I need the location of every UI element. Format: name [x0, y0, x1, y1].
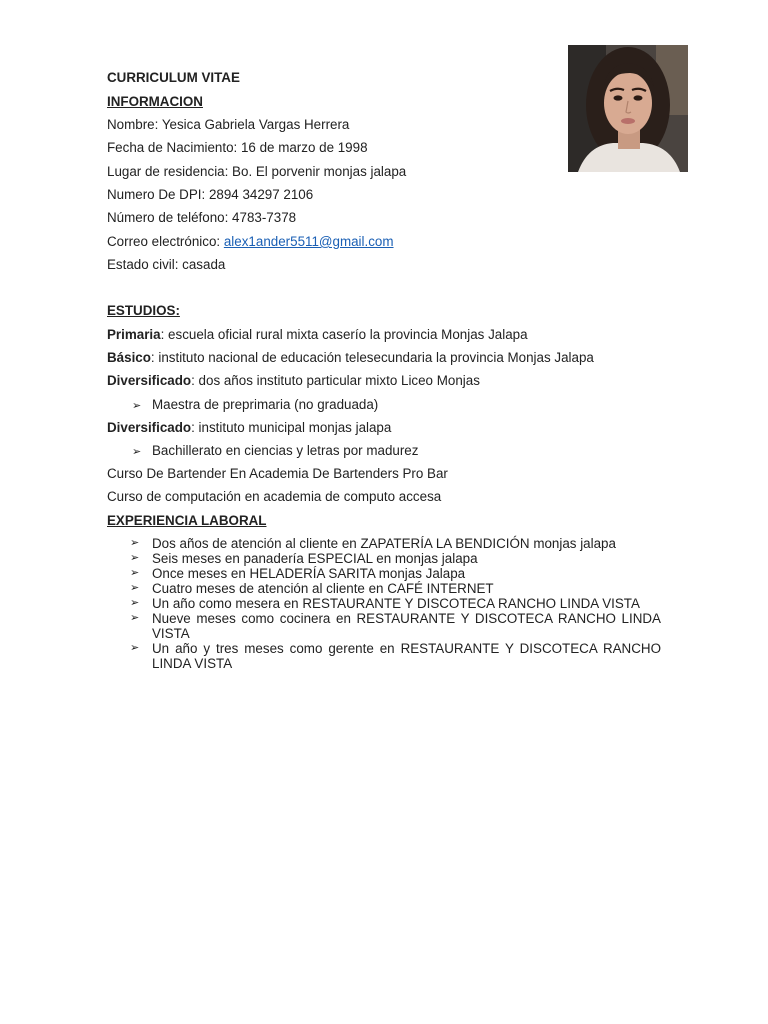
experience-item: [130, 551, 661, 566]
experience-item: [130, 536, 661, 551]
experience-item: [130, 596, 661, 611]
arrowhead-bullet-icon: ➢: [130, 567, 140, 579]
experience-item-text: Un año y tres meses como gerente en RESTAURANTE Y DISCOTECA RANCHO LINDA VISTA: [152, 641, 661, 671]
experience-item-text: Un año como mesera en RESTAURANTE Y DISCOTECA RANCHO LINDA VISTA: [152, 596, 640, 611]
experience-list: [130, 536, 661, 671]
email-line: [107, 234, 394, 250]
diversificado-label-2: Diversificado: [107, 420, 192, 435]
profile-photo: [568, 45, 688, 172]
experience-heading: EXPERIENCIA LABORAL: [107, 513, 267, 528]
primaria-line: [107, 327, 528, 343]
email-label: Correo electrónico:: [107, 234, 224, 249]
diversificado-line-1: [107, 373, 480, 389]
arrowhead-bullet-icon: ➢: [132, 400, 142, 412]
arrowhead-bullet-icon: ➢: [130, 552, 140, 564]
profile-photo-art: [568, 45, 688, 172]
course-line-2: Curso de computación en academia de computo accesa: [107, 489, 442, 504]
phone-line: Número de teléfono: 4783-7378: [107, 210, 297, 225]
diversificado-line-2: [107, 420, 391, 436]
experience-item-text: Dos años de atención al cliente en ZAPATERÍA LA BENDICIÓN monjas jalapa: [152, 536, 616, 551]
arrowhead-bullet-icon: ➢: [130, 612, 140, 624]
experience-item: [130, 611, 661, 641]
diversificado-bullet-2: [132, 443, 418, 460]
diversificado-bullet-text-2: Bachillerato en ciencias y letras por madurez: [152, 443, 419, 458]
primaria-text: : escuela oficial rural mixta caserío la provincia Monjas Jalapa: [160, 327, 528, 342]
diversificado-text-2: : instituto municipal monjas jalapa: [191, 420, 392, 435]
arrowhead-bullet-icon: ➢: [130, 537, 140, 549]
cv-title: CURRICULUM VITAE: [107, 70, 240, 85]
residence-line: Lugar de residencia: Bo. El porvenir monjas jalapa: [107, 164, 407, 179]
civil-status-line: Estado civil: casada: [107, 257, 226, 272]
experience-item-text: Seis meses en panadería ESPECIAL en monjas jalapa: [152, 551, 478, 566]
arrowhead-bullet-icon: ➢: [132, 446, 142, 458]
arrowhead-bullet-icon: ➢: [130, 642, 140, 654]
experience-item-text: Nueve meses como cocinera en RESTAURANTE Y DISCOTECA RANCHO LINDA VISTA: [152, 611, 661, 641]
name-line: Nombre: Yesica Gabriela Vargas Herrera: [107, 117, 350, 132]
diversificado-text-1: : dos años instituto particular mixto Liceo Monjas: [191, 373, 480, 388]
course-line-1: Curso De Bartender En Academia De Bartenders Pro Bar: [107, 466, 448, 481]
diversificado-bullet-text-1: Maestra de preprimaria (no graduada): [152, 397, 379, 412]
basico-text: : instituto nacional de educación telesecundaria la provincia Monjas Jalapa: [150, 350, 594, 365]
basico-label: Básico: [107, 350, 151, 365]
experience-item: [130, 581, 661, 596]
experience-item-text: Once meses en HELADERÍA SARITA monjas Jalapa: [152, 566, 466, 581]
experience-item: [130, 641, 661, 671]
primaria-label: Primaria: [107, 327, 161, 342]
diversificado-bullet-1: [132, 397, 378, 414]
diversificado-label-1: Diversificado: [107, 373, 192, 388]
email-link[interactable]: alex1ander5511@gmail.com: [223, 234, 394, 249]
experience-item: [130, 566, 661, 581]
experience-item-text: Cuatro meses de atención al cliente en CAFÉ INTERNET: [152, 581, 494, 596]
studies-heading: ESTUDIOS:: [107, 303, 180, 318]
dpi-line: Numero De DPI: 2894 34297 2106: [107, 187, 314, 202]
basico-line: [107, 350, 594, 366]
arrowhead-bullet-icon: ➢: [130, 582, 140, 594]
info-heading: INFORMACION: [107, 94, 203, 109]
arrowhead-bullet-icon: ➢: [130, 597, 140, 609]
birth-line: Fecha de Nacimiento: 16 de marzo de 1998: [107, 140, 368, 155]
